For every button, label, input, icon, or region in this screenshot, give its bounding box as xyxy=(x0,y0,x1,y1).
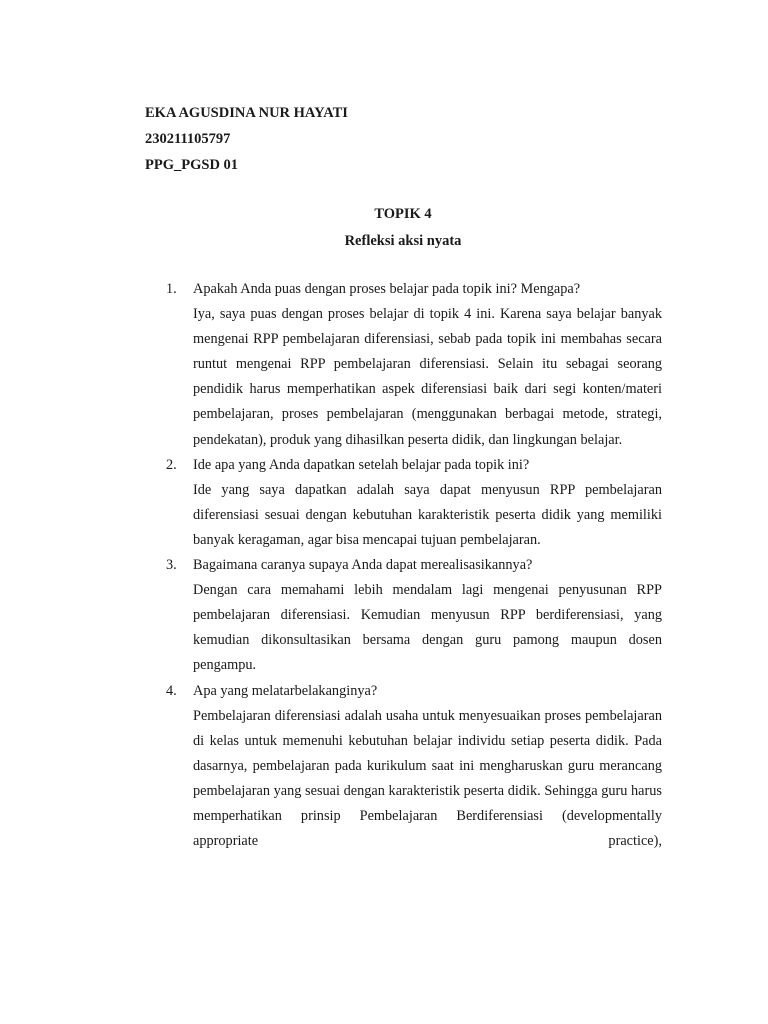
question-number: 4. xyxy=(166,682,177,699)
student-id: 230211105797 xyxy=(145,131,231,147)
question-text: Apa yang melatarbelakanginya? xyxy=(193,682,378,699)
author-header xyxy=(145,100,348,178)
author-name: EKA AGUSDINA NUR HAYATI xyxy=(145,105,348,121)
question-number: 2. xyxy=(166,456,177,473)
answer-text: Dengan cara memahami lebih mendalam lagi mengenai penyusunan RPP pembelajaran diferensiasi. Kemudian menyusun RPP berdiferensiasi, yang kemudian dikonsultasikan bersama dengan guru pamong maupun dosen pengampu. xyxy=(193,582,662,674)
answer-text: Iya, saya puas dengan proses belajar di topik 4 ini. Karena saya belajar banyak mengenai RPP pembelajaran diferensiasi, sebab pada topik ini membahas secara runtut mengenai RPP pembelajaran diferensiasi. Selain itu sebagai seorang pendidik harus memperhatikan aspek diferensiasi baik dari segi konten/materi pembelajaran, proses pembelajaran (menggunakan berbagai metode, strategi, pendekatan), produk yang dihasilkan peserta didik, dan lingkungan belajar. xyxy=(193,306,662,448)
topic-subtitle: Refleksi aksi nyata xyxy=(344,233,462,249)
question-text: Apakah Anda puas dengan proses belajar pada topik ini? Mengapa? xyxy=(193,281,581,297)
program-name: PPG_PGSD 01 xyxy=(145,157,239,173)
question-item xyxy=(166,277,662,453)
question-number: 1. xyxy=(166,281,177,297)
question-text: Ide apa yang Anda dapatkan setelah belajar pada topik ini? xyxy=(193,456,530,473)
question-list xyxy=(166,277,662,854)
question-item xyxy=(166,553,662,678)
answer-text: Ide yang saya dapatkan adalah saya dapat menyusun RPP pembelajaran diferensiasi sesuai dengan kebutuhan karakteristik peserta didik yang memiliki banyak keragaman, agar bisa mencapai tujuan pembelajaran. xyxy=(193,481,662,548)
answer-text: Pembelajaran diferensiasi adalah usaha untuk menyesuaikan proses pembelajaran di kelas untuk memenuhi kebutuhan belajar individu setiap peserta didik. Pada dasarnya, pembelajaran pada kurikulum saat ini mengharuskan guru merancang pembelajaran yang sesuai dengan karakteristik peserta didik. Sehingga guru harus memperhatikan prinsip Pembelajaran Berdiferensiasi (developmentally appropriate practice), xyxy=(193,707,662,850)
document-titles xyxy=(0,201,768,255)
question-item xyxy=(166,679,662,854)
question-text: Bagaimana caranya supaya Anda dapat merealisasikannya? xyxy=(193,557,533,574)
question-item xyxy=(166,453,662,553)
topic-title: TOPIK 4 xyxy=(374,206,432,222)
question-number: 3. xyxy=(166,557,177,574)
